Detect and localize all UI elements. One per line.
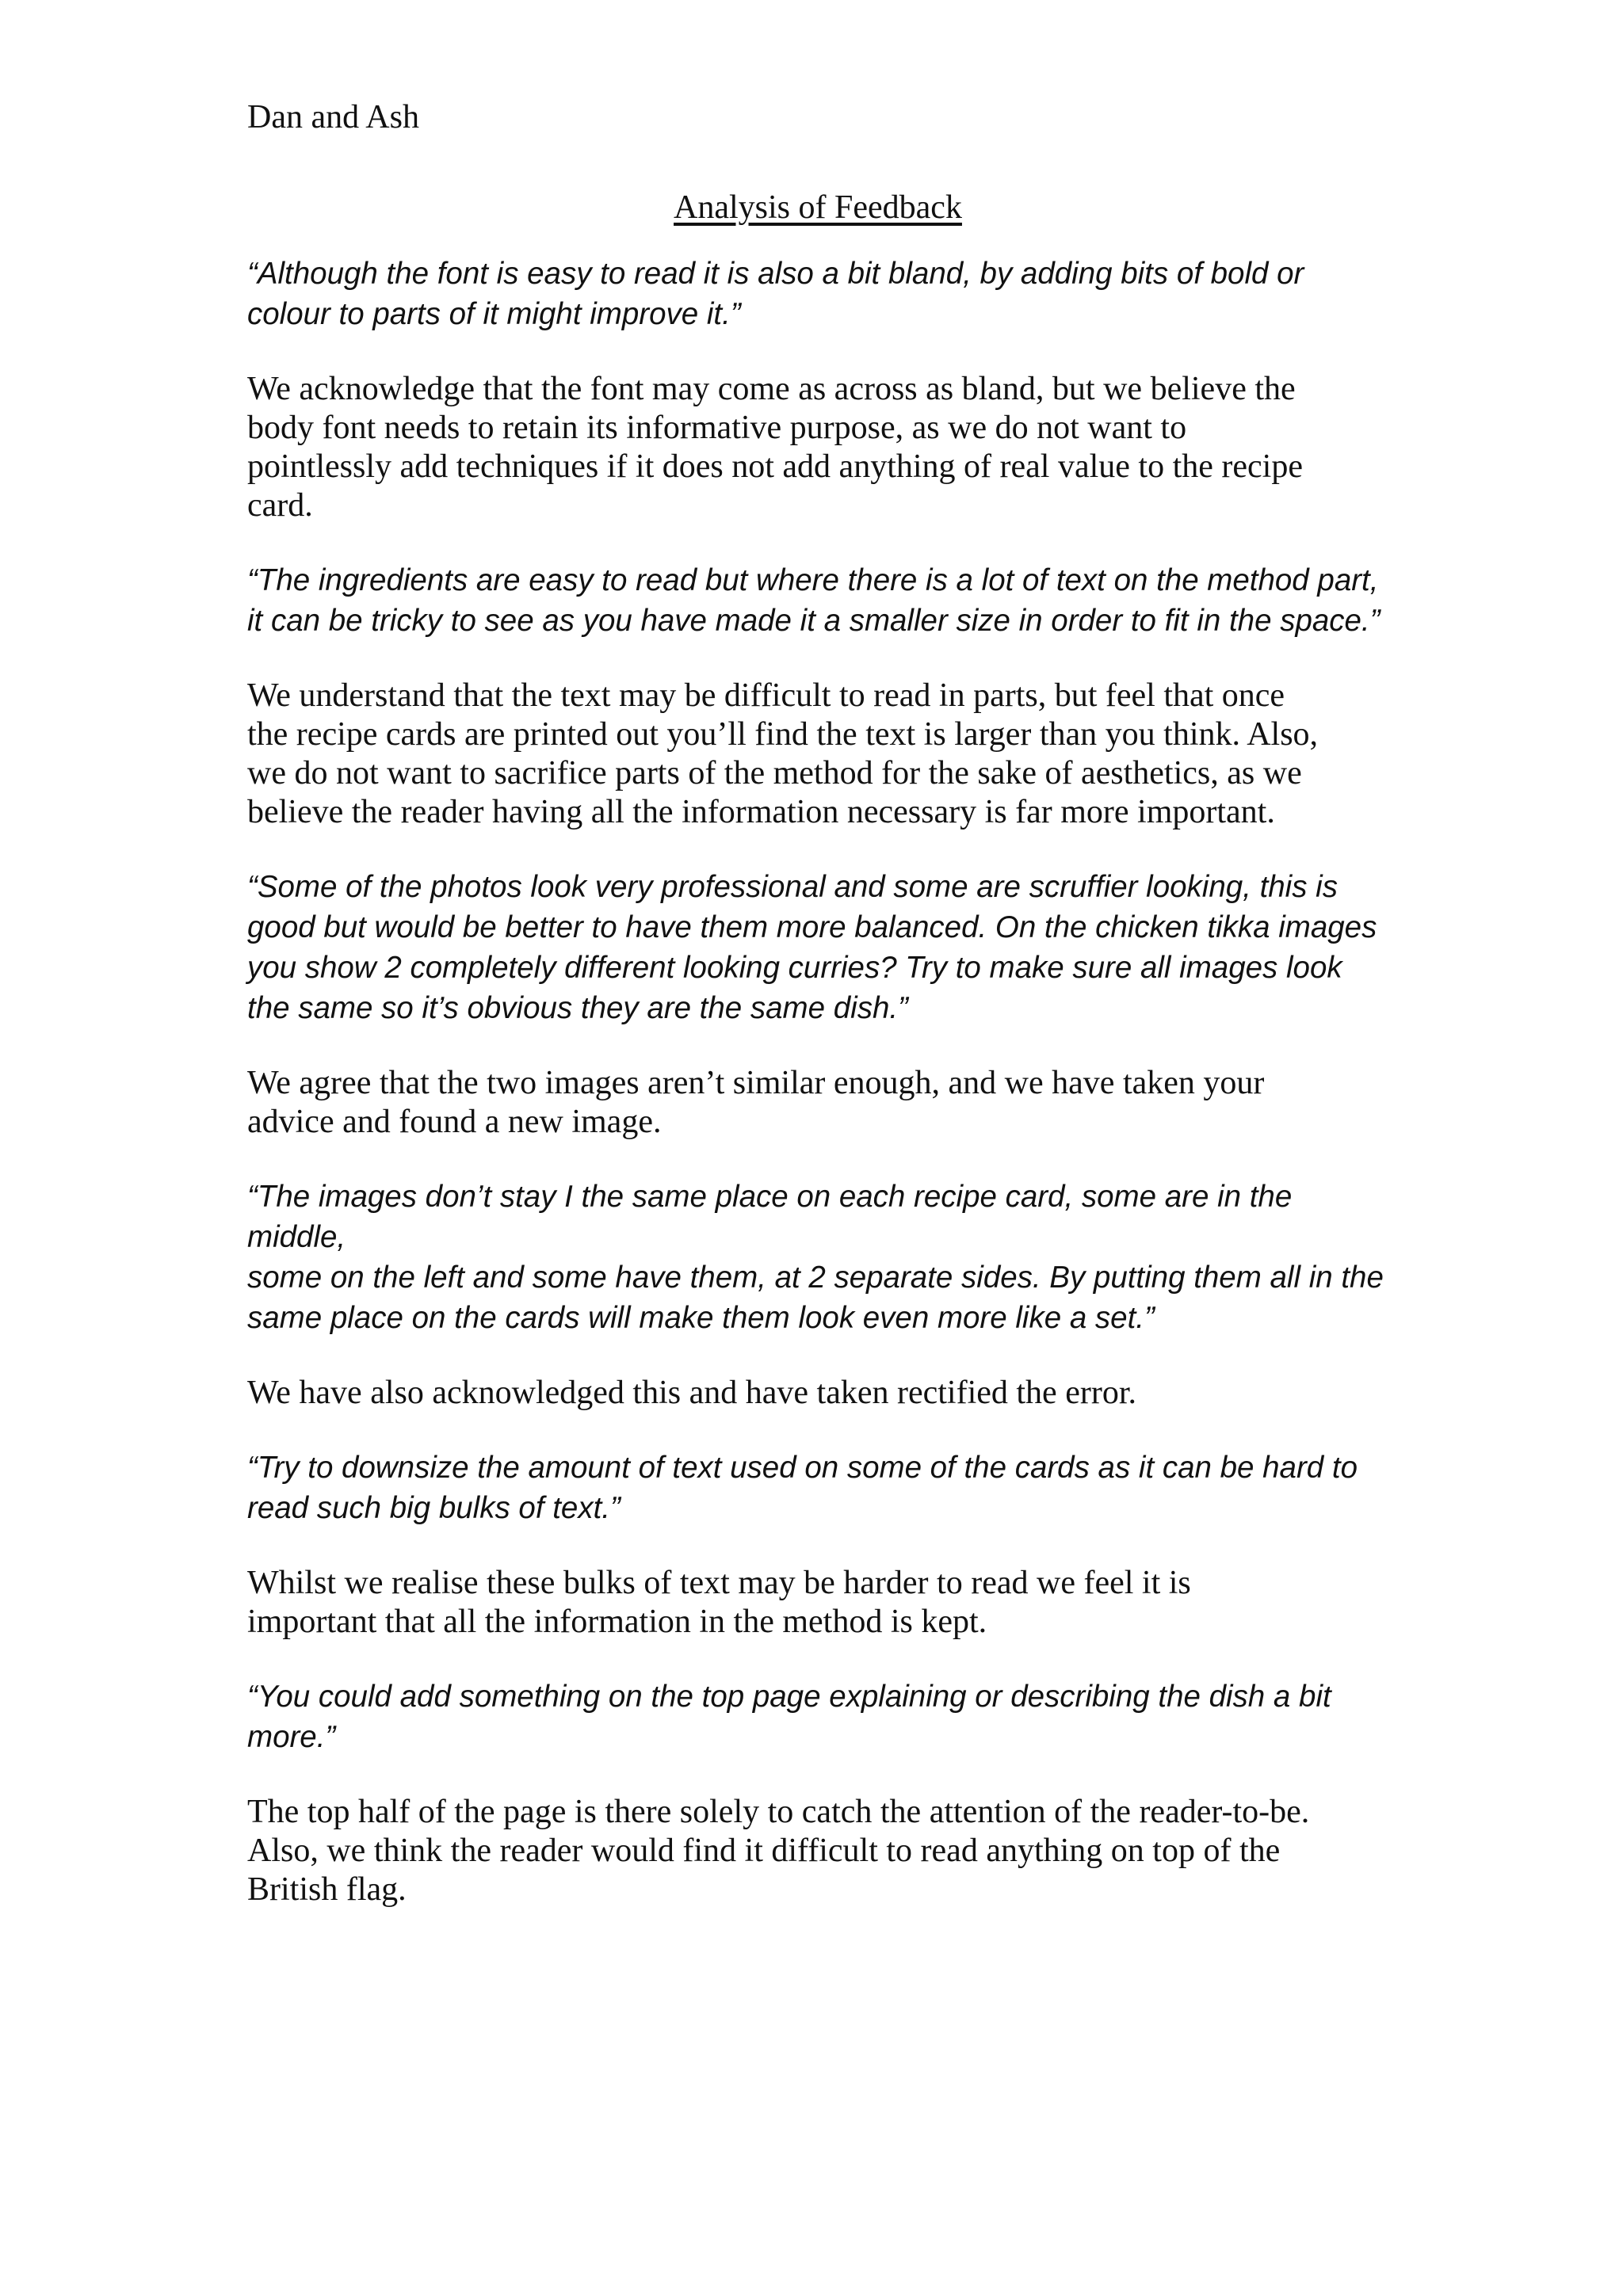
feedback-section-4	[247, 1177, 1388, 1447]
feedback-response: We acknowledge that the font may come as across as bland, but we believe the body font needs to retain its informative purpose, as we do not want to pointlessly add techniques if it does not add anything of real value to the recipe card.	[247, 371, 1303, 524]
document-page	[247, 95, 1388, 1909]
feedback-response: We understand that the text may be difficult to read in parts, but feel that once the recipe cards are printed out you’ll find the text is larger than you think. Also, we do not want to sacrifice parts of the method for the sake of aesthetics, as we believe the reader having all the information necessary is far more important.	[247, 677, 1319, 830]
feedback-quote: “Some of the photos look very professional and some are scruffier looking, this is good but would be better to have them more balanced. On the chicken tikka images you show 2 completely different looking curries? Try to make sure all images look the same so it’s obvious they are the same dish.”	[247, 870, 1377, 1025]
page-title: Analysis of Feedback	[674, 189, 962, 226]
feedback-response: We agree that the two images aren’t similar enough, and we have taken your advice and found a new image.	[247, 1065, 1265, 1140]
feedback-section-5	[247, 1447, 1388, 1676]
author-line: Dan and Ash	[247, 99, 419, 135]
feedback-response: The top half of the page is there solely to catch the attention of the reader-to-be. Also, we think the reader would find it difficult to read anything on top of the British flag.	[247, 1794, 1310, 1908]
feedback-quote: “The images don’t stay I the same place on each recipe card, some are in the middle, some on the left and some have them, at 2 separate sides. By putting them all in the same place on the cards will make them look even more like a set.”	[247, 1180, 1384, 1335]
feedback-response: Whilst we realise these bulks of text may be harder to read we feel it is important that all the information in the method is kept.	[247, 1565, 1191, 1640]
feedback-section-3	[247, 867, 1388, 1177]
feedback-quote: “The ingredients are easy to read but where there is a lot of text on the method part, it can be tricky to see as you have made it a smaller size in order to fit in the space.”	[247, 563, 1381, 638]
feedback-quote: “Try to downsize the amount of text used on some of the cards as it can be hard to read such big bulks of text.”	[247, 1451, 1358, 1525]
feedback-quote: “You could add something on the top page explaining or describing the dish a bit more.”	[247, 1680, 1331, 1754]
feedback-section-2	[247, 560, 1388, 867]
feedback-quote: “Although the font is easy to read it is also a bit bland, by adding bits of bold or colour to parts of it might improve it.”	[247, 257, 1304, 331]
feedback-section-6	[247, 1676, 1388, 1909]
feedback-section-1	[247, 254, 1388, 560]
feedback-response: We have also acknowledged this and have taken rectified the error.	[247, 1375, 1136, 1411]
